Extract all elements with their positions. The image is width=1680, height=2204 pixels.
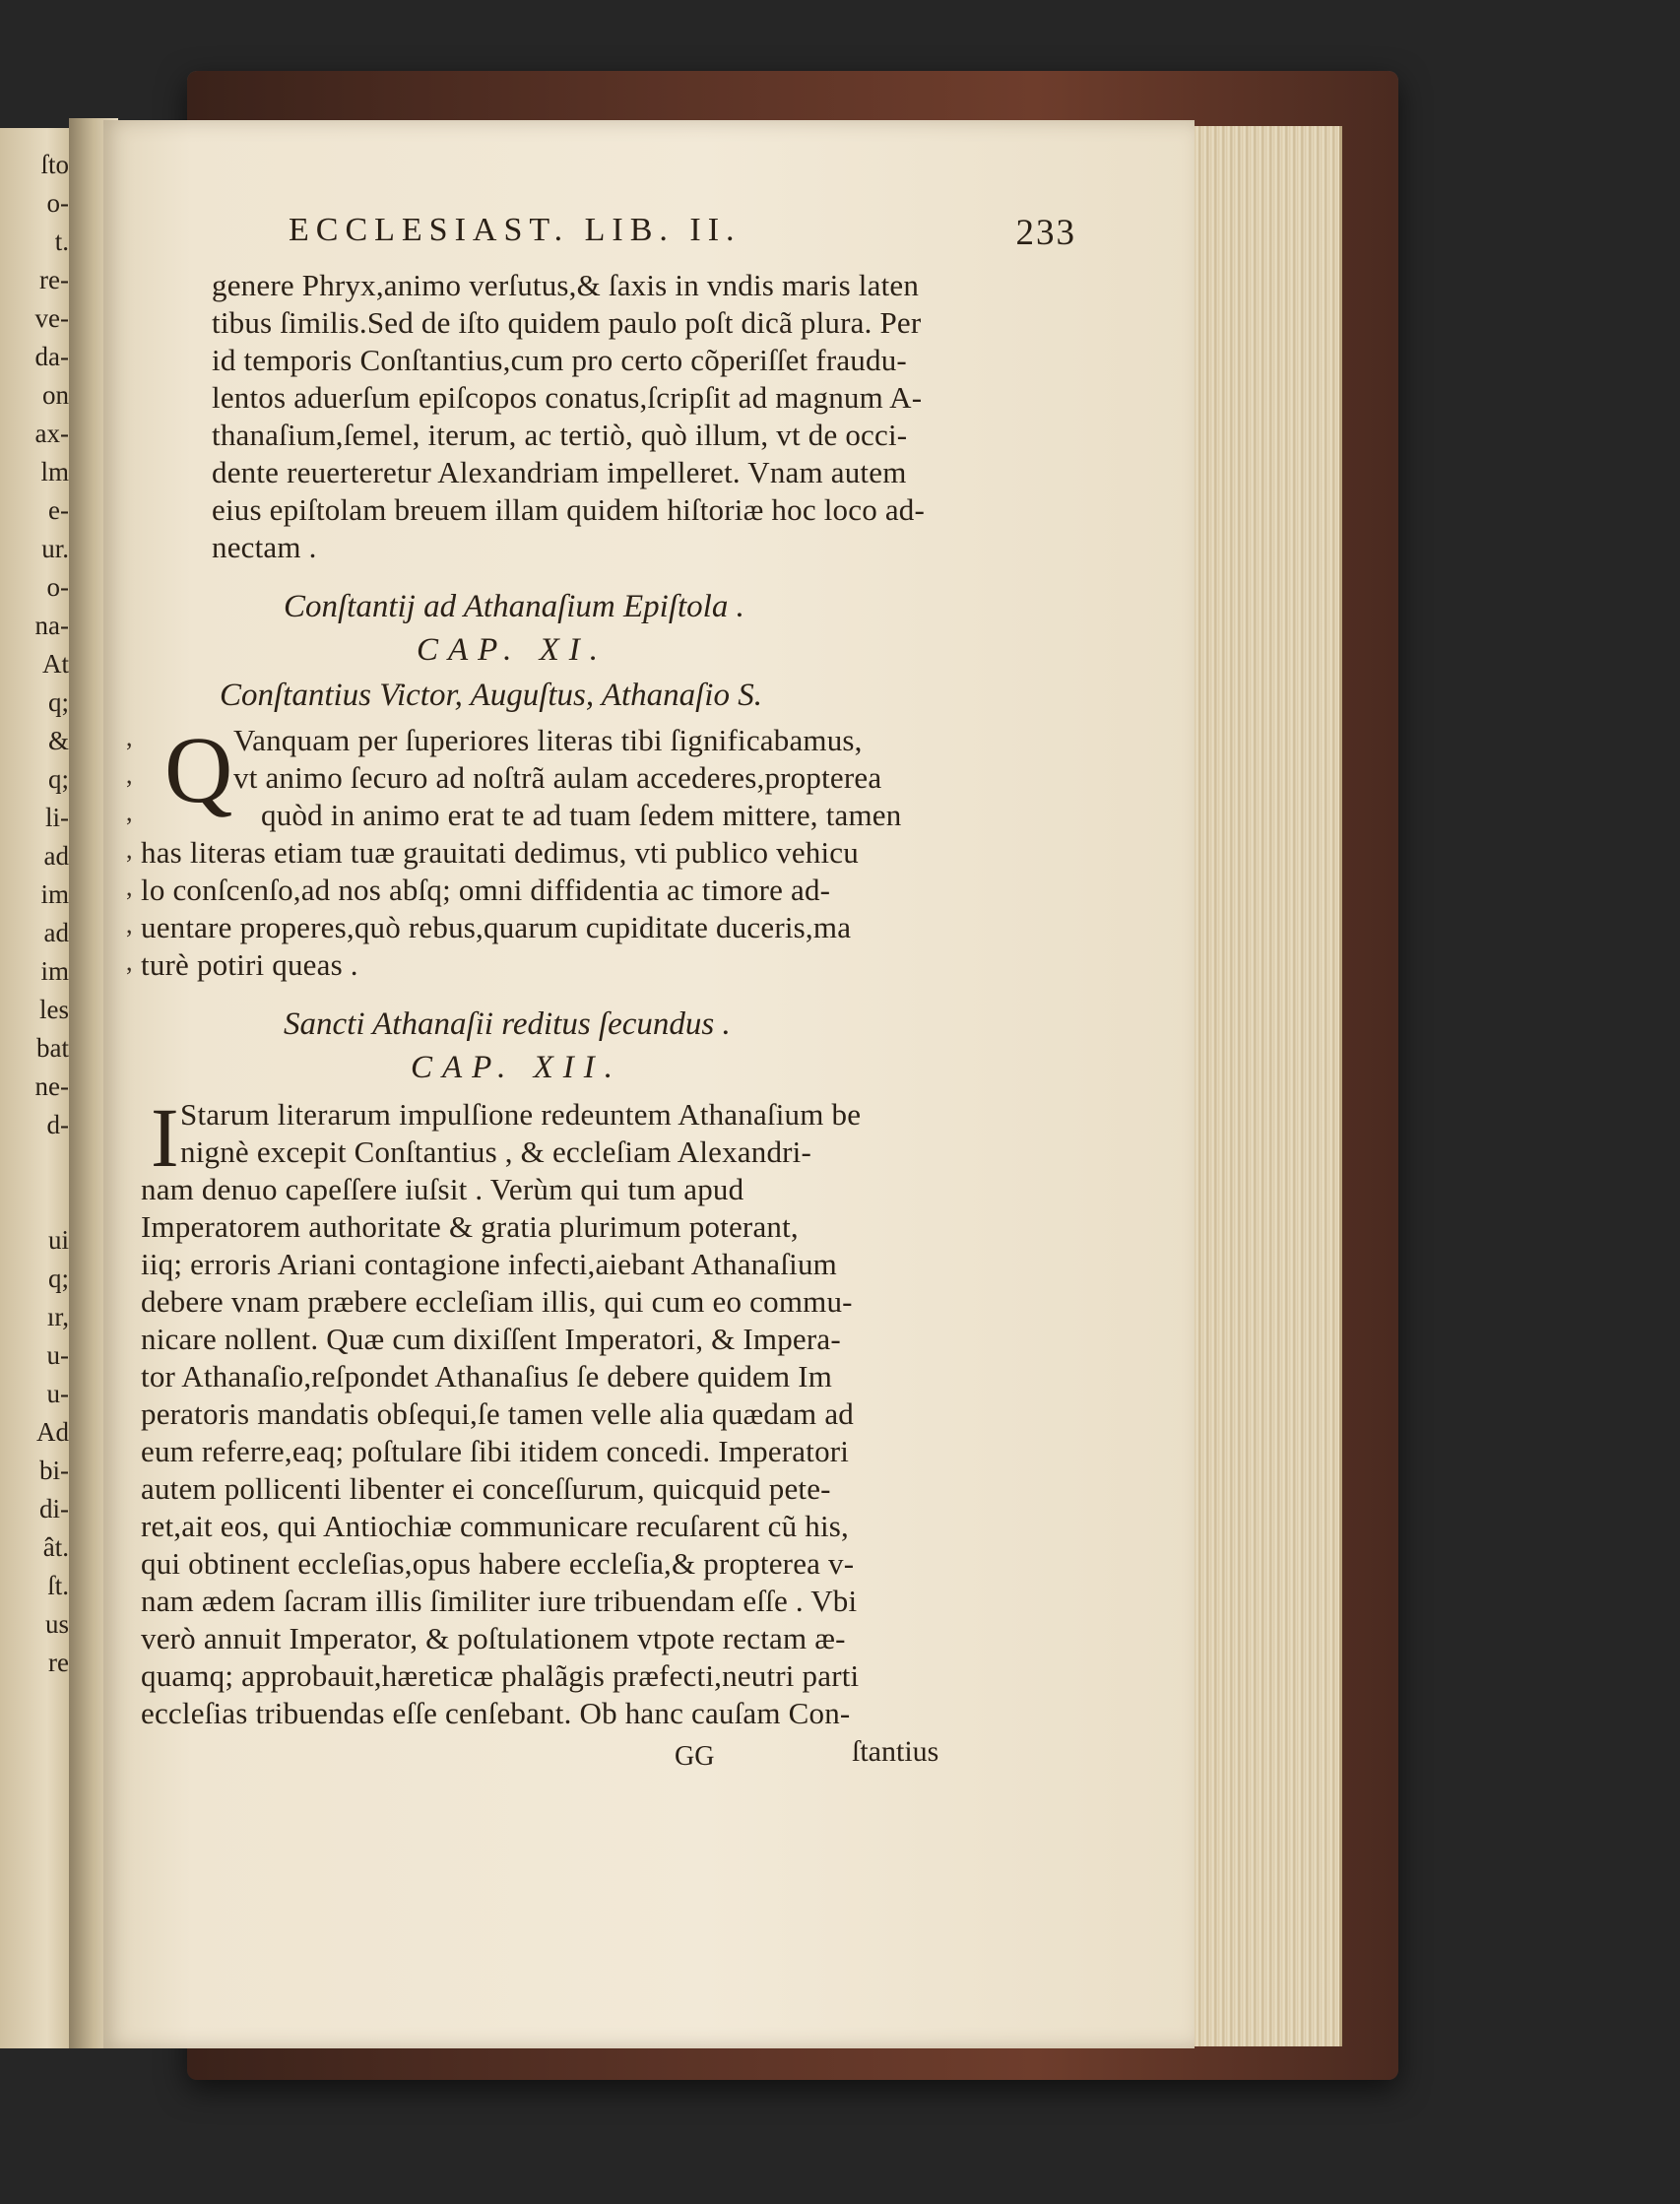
left-fragment: ve- xyxy=(34,303,69,333)
text-line: nignè excepit Conſtantius , & eccleſiam Alexandri- xyxy=(180,1134,812,1169)
text-line: uentare properes,quò rebus,quarum cupiditate duceris,ma xyxy=(141,910,852,944)
left-fragment: d- xyxy=(46,1110,69,1139)
letter-salutation: Conſtantius Victor, Auguſtus, Athanaſio S. xyxy=(220,678,762,713)
left-fragment: bi- xyxy=(39,1456,69,1485)
text-line: quamq; approbauit,hæreticæ phalãgis præfecti,neutri parti xyxy=(141,1658,860,1693)
section-title: Conſtantij ad Athanaſium Epiſtola . xyxy=(284,589,744,624)
text-line: ret,ait eos, qui Antiochiæ communicare recuſarent cũ his, xyxy=(141,1509,850,1543)
left-fragment: ui xyxy=(47,1225,69,1255)
left-fragment: ır, xyxy=(46,1302,69,1331)
left-fragment: lm xyxy=(40,457,69,486)
text-line: dente reuerteretur Alexandriam impelleret. Vnam autem xyxy=(212,455,907,489)
right-page xyxy=(103,120,1195,2048)
margin-quote-mark: , xyxy=(126,835,133,864)
text-line: lentos aduerſum epiſcopos conatus,ſcripſit ad magnum A- xyxy=(212,380,923,415)
left-fragment: ât. xyxy=(42,1532,69,1562)
text-line: Imperatorem authoritate & gratia plurimum poterant, xyxy=(141,1209,799,1244)
left-fragment: ad xyxy=(43,841,69,871)
margin-quote-mark: , xyxy=(126,910,133,939)
left-fragment: re- xyxy=(39,265,69,294)
text-line: turè potiri queas . xyxy=(141,947,358,982)
margin-quote-mark: , xyxy=(126,798,133,826)
left-fragment: li- xyxy=(45,803,69,832)
drop-cap: Q xyxy=(164,717,233,822)
text-line: debere vnam præbere eccleſiam illis, qui cum eo commu- xyxy=(141,1284,853,1319)
page-block-edges xyxy=(1187,126,1342,2046)
left-fragment: ne- xyxy=(34,1071,69,1101)
text-line: Vanquam per ſuperiores literas tibi ſignificabamus, xyxy=(233,723,863,757)
left-fragment: da- xyxy=(34,342,69,371)
text-line: nam ædem ſacram illis ſimiliter iure tribuendam eſſe . Vbi xyxy=(141,1584,858,1618)
chapter-heading: CAP. XII. xyxy=(411,1050,622,1085)
left-fragment: di- xyxy=(39,1494,69,1523)
left-fragment: q; xyxy=(47,687,69,717)
left-fragment: t. xyxy=(54,227,69,256)
left-fragment: At xyxy=(42,649,69,679)
chapter-heading: CAP. XI. xyxy=(417,632,608,668)
text-line: has literas etiam tuæ grauitati dedimus, vti publico vehicu xyxy=(141,835,859,870)
text-line: Starum literarum impulſione redeuntem Athanaſium be xyxy=(180,1097,862,1132)
margin-quote-mark: , xyxy=(126,947,133,976)
left-fragment: ſto xyxy=(40,150,69,179)
left-fragment: ſt. xyxy=(47,1571,69,1600)
text-line: autem pollicenti libenter ei conceſſurum, quicquid pete- xyxy=(141,1471,831,1506)
left-fragment: ad xyxy=(43,918,69,947)
left-fragment: re xyxy=(48,1648,69,1677)
left-fragment: u- xyxy=(46,1340,69,1370)
page-number: 233 xyxy=(1015,213,1076,253)
running-head xyxy=(289,212,1076,254)
text-line: eccleſias tribuendas eſſe cenſebant. Ob hanc cauſam Con- xyxy=(141,1696,851,1730)
text-line: id temporis Conſtantius,cum pro certo cõperiſſet fraudu- xyxy=(212,343,907,377)
text-line: iiq; erroris Ariani contagione infecti,aiebant Athanaſium xyxy=(141,1247,837,1281)
left-fragment: q; xyxy=(47,764,69,794)
text-line: eius epiſtolam breuem illam quidem hiſtoriæ hoc loco ad- xyxy=(212,492,926,527)
left-fragment xyxy=(0,1183,69,1221)
text-line: verò annuit Imperator, & poſtulationem vtpote rectam æ- xyxy=(141,1621,846,1655)
margin-quote-mark: , xyxy=(126,723,133,751)
running-head-title: ECCLESIAST. LIB. II. xyxy=(289,212,742,248)
left-fragment: Ad xyxy=(36,1417,69,1447)
left-fragment: us xyxy=(44,1609,69,1639)
signature-mark: GG xyxy=(675,1741,715,1772)
left-fragment: les xyxy=(39,995,69,1024)
left-fragment: o- xyxy=(46,188,69,218)
left-fragment: im xyxy=(40,879,69,909)
text-line: nectam . xyxy=(212,530,317,564)
text-line: qui obtinent eccleſias,opus habere eccleſia,& propterea v- xyxy=(141,1546,855,1581)
text-line: nicare nollent. Quæ cum dixiſſent Imperatori, & Impera- xyxy=(141,1322,841,1356)
text-line: genere Phryx,animo verſutus,& ſaxis in vndis maris laten xyxy=(212,268,920,302)
left-fragment: im xyxy=(40,956,69,986)
text-line: quòd in animo erat te ad tuam ſedem mittere, tamen xyxy=(261,798,902,832)
margin-quote-mark: , xyxy=(126,873,133,901)
margin-quote-mark: , xyxy=(126,760,133,789)
text-line: nam denuo capeſſere iuſsit . Verùm qui tum apud xyxy=(141,1172,744,1206)
catchword: ſtantius xyxy=(852,1735,939,1768)
left-fragment: bat xyxy=(36,1033,69,1063)
text-line: eum referre,eaq; poſtulare ſibi itidem concedi. Imperatori xyxy=(141,1434,850,1468)
left-fragment xyxy=(0,1144,69,1183)
left-fragment: u- xyxy=(46,1379,69,1408)
text-line: tor Athanaſio,reſpondet Athanaſius ſe debere quidem Im xyxy=(141,1359,833,1394)
left-page-text-fragments xyxy=(0,146,69,1682)
text-line: tibus ſimilis.Sed de iſto quidem paulo poſt dicã plura. Per xyxy=(212,305,922,340)
text-line: lo conſcenſo,ad nos abſq; omni diffidentia ac timore ad- xyxy=(141,873,831,907)
section-title: Sancti Athanaſii reditus ſecundus . xyxy=(284,1006,731,1042)
left-fragment: o- xyxy=(46,572,69,602)
drop-cap: I xyxy=(151,1090,179,1185)
left-fragment: ur. xyxy=(41,534,69,563)
left-fragment: e- xyxy=(48,495,69,525)
left-fragment: ax- xyxy=(34,419,69,448)
left-fragment: q; xyxy=(47,1264,69,1293)
left-fragment: na- xyxy=(34,611,69,640)
left-fragment: & xyxy=(47,726,69,755)
text-line: thanaſium,ſemel, iterum, ac tertiò, quò illum, vt de occi- xyxy=(212,418,908,452)
left-fragment: on xyxy=(42,380,69,410)
text-line: peratoris mandatis obſequi,ſe tamen velle alia quædam ad xyxy=(141,1396,854,1431)
text-line: vt animo ſecuro ad noſtrã aulam accederes,propterea xyxy=(233,760,882,795)
